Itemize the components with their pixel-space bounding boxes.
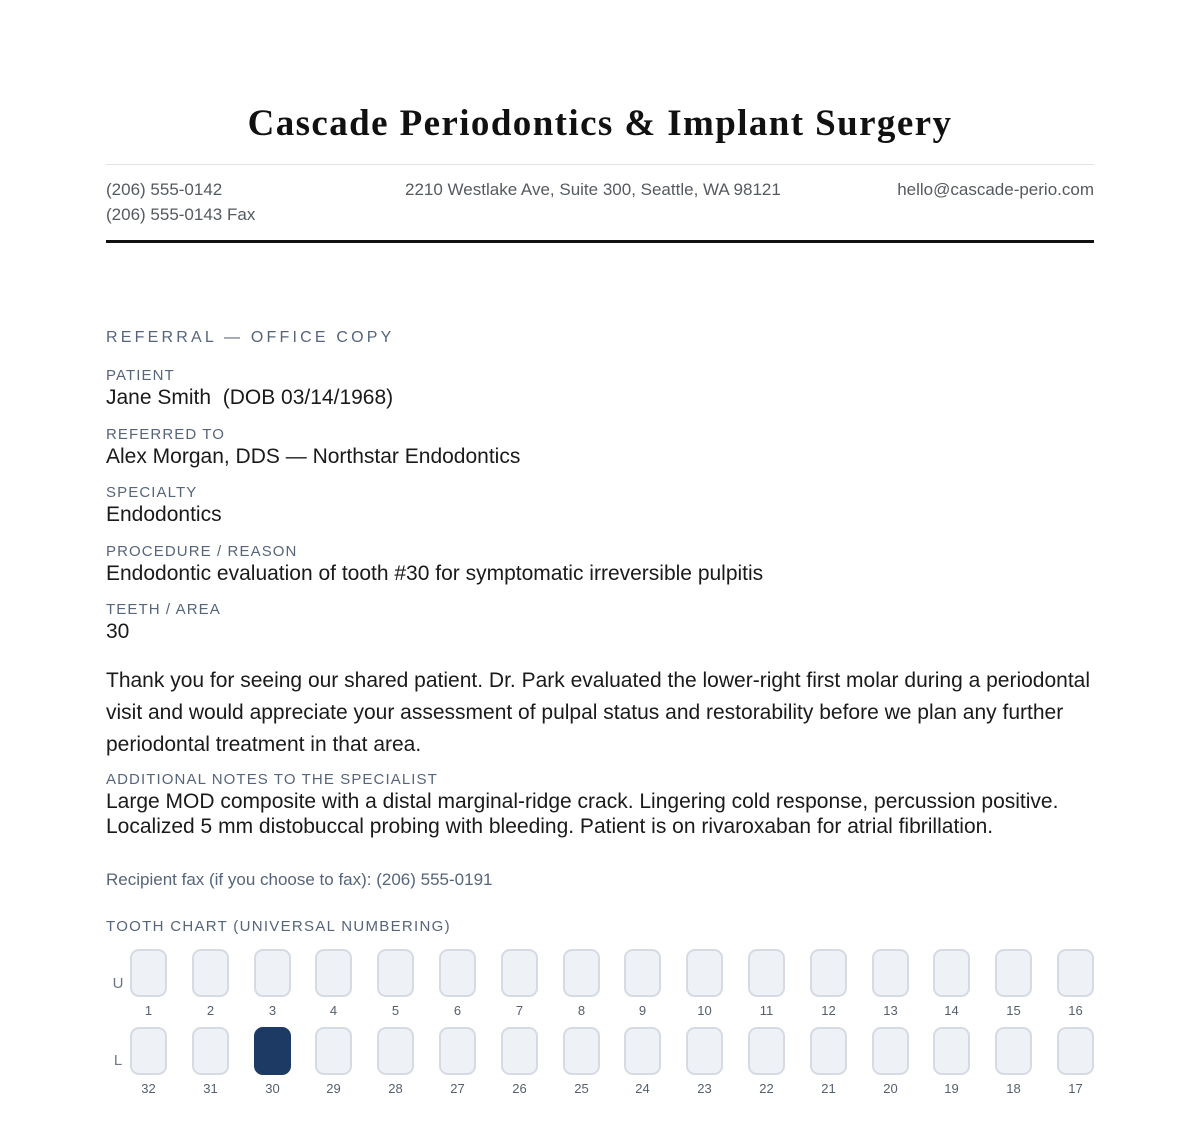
tooth-22[interactable] — [748, 1027, 785, 1075]
tooth-number: 19 — [944, 1081, 959, 1096]
tooth-chart-label: TOOTH CHART (UNIVERSAL NUMBERING) — [106, 918, 451, 935]
procedure-field — [106, 543, 763, 587]
tooth-number: 30 — [265, 1081, 280, 1096]
tooth-number: 29 — [326, 1081, 341, 1096]
practice-email: hello@cascade-perio.com — [897, 180, 1094, 199]
tooth-number: 23 — [697, 1081, 712, 1096]
tooth-number: 28 — [388, 1081, 403, 1096]
tooth-number: 6 — [453, 1003, 462, 1018]
tooth-number: 15 — [1006, 1003, 1021, 1018]
tooth-9[interactable] — [624, 949, 661, 997]
tooth-29[interactable] — [315, 1027, 352, 1075]
tooth-number: 10 — [697, 1003, 712, 1018]
patient-field — [106, 367, 393, 411]
recipient-fax: Recipient fax (if you choose to fax): (206) 555-0191 — [106, 870, 493, 889]
fax-number: (206) 555-0143 Fax — [106, 204, 256, 224]
tooth-32[interactable] — [130, 1027, 167, 1075]
tooth-25[interactable] — [563, 1027, 600, 1075]
tooth-31[interactable] — [192, 1027, 229, 1075]
tooth-number: 31 — [203, 1081, 218, 1096]
tooth-number: 14 — [944, 1003, 959, 1018]
tooth-number: 18 — [1006, 1081, 1021, 1096]
tooth-number: 13 — [883, 1003, 898, 1018]
document-kicker: REFERRAL — OFFICE COPY — [106, 329, 395, 346]
upper-arch-label: U — [112, 975, 124, 992]
tooth-number: 4 — [329, 1003, 338, 1018]
tooth-8[interactable] — [563, 949, 600, 997]
tooth-number: 20 — [883, 1081, 898, 1096]
tooth-number: 26 — [512, 1081, 527, 1096]
field-value: Jane Smith (DOB 03/14/1968) — [106, 386, 394, 409]
field-label: PROCEDURE / REASON — [106, 543, 298, 560]
practice-name: Cascade Periodontics & Implant Surgery — [247, 103, 953, 144]
tooth-number: 24 — [635, 1081, 650, 1096]
tooth-7[interactable] — [501, 949, 538, 997]
tooth-number: 16 — [1068, 1003, 1083, 1018]
field-label: REFERRED TO — [106, 426, 226, 443]
tooth-number: 1 — [144, 1003, 153, 1018]
notes-line: Large MOD composite with a distal marginal-ridge crack. Lingering cold response, percussion positive. — [106, 790, 1059, 813]
tooth-number: 11 — [759, 1003, 774, 1018]
field-label: PATIENT — [106, 367, 175, 384]
header-divider — [106, 164, 1094, 165]
tooth-1[interactable] — [130, 949, 167, 997]
tooth-10[interactable] — [686, 949, 723, 997]
referred-to-field — [106, 426, 520, 470]
tooth-19[interactable] — [933, 1027, 970, 1075]
tooth-number: 22 — [759, 1081, 774, 1096]
field-label: TEETH / AREA — [106, 601, 221, 618]
lower-arch-label: L — [113, 1052, 123, 1069]
tooth-number: 21 — [821, 1081, 836, 1096]
specialty-field — [106, 484, 222, 528]
notes-line: Localized 5 mm distobuccal probing with bleeding. Patient is on rivaroxaban for atrial fibrillation. — [106, 815, 994, 838]
field-value: Endodontics — [106, 503, 222, 526]
field-value: Endodontic evaluation of tooth #30 for symptomatic irreversible pulpitis — [106, 562, 764, 585]
tooth-30[interactable] — [254, 1027, 291, 1075]
field-value: Alex Morgan, DDS — Northstar Endodontics — [106, 445, 521, 468]
header-rule — [106, 240, 1094, 243]
tooth-number: 2 — [206, 1003, 215, 1018]
tooth-number: 8 — [577, 1003, 586, 1018]
tooth-14[interactable] — [933, 949, 970, 997]
tooth-number: 25 — [574, 1081, 589, 1096]
tooth-2[interactable] — [192, 949, 229, 997]
tooth-17[interactable] — [1057, 1027, 1094, 1075]
tooth-20[interactable] — [872, 1027, 909, 1075]
additional-notes — [106, 771, 1096, 839]
contact-phones — [106, 178, 255, 227]
tooth-number: 32 — [141, 1081, 156, 1096]
tooth-4[interactable] — [315, 949, 352, 997]
referral-letter-body: Thank you for seeing our shared patient. Dr. Park evaluated the lower-right first molar during a periodontal visit and would appreciate your assessment of pulpal status and restorability before we plan any further periodontal treatment in that area. — [106, 669, 1091, 756]
notes-label: ADDITIONAL NOTES TO THE SPECIALIST — [106, 771, 438, 788]
tooth-6[interactable] — [439, 949, 476, 997]
tooth-28[interactable] — [377, 1027, 414, 1075]
tooth-number: 3 — [268, 1003, 277, 1018]
tooth-16[interactable] — [1057, 949, 1094, 997]
practice-address: 2210 Westlake Ave, Suite 300, Seattle, WA 98121 — [405, 180, 781, 199]
teeth-area-field — [106, 601, 221, 645]
tooth-24[interactable] — [624, 1027, 661, 1075]
tooth-18[interactable] — [995, 1027, 1032, 1075]
tooth-number: 12 — [821, 1003, 836, 1018]
tooth-number: 9 — [638, 1003, 647, 1018]
tooth-15[interactable] — [995, 949, 1032, 997]
tooth-12[interactable] — [810, 949, 847, 997]
tooth-number: 5 — [391, 1003, 400, 1018]
tooth-number: 17 — [1068, 1081, 1083, 1096]
tooth-number: 27 — [450, 1081, 465, 1096]
tooth-26[interactable] — [501, 1027, 538, 1075]
tooth-21[interactable] — [810, 1027, 847, 1075]
field-label: SPECIALTY — [106, 484, 198, 501]
tooth-11[interactable] — [748, 949, 785, 997]
tooth-5[interactable] — [377, 949, 414, 997]
tooth-number: 7 — [515, 1003, 524, 1018]
tooth-27[interactable] — [439, 1027, 476, 1075]
tooth-23[interactable] — [686, 1027, 723, 1075]
field-value: 30 — [106, 620, 130, 643]
phone-number: (206) 555-0142 — [106, 180, 223, 199]
tooth-13[interactable] — [872, 949, 909, 997]
tooth-3[interactable] — [254, 949, 291, 997]
